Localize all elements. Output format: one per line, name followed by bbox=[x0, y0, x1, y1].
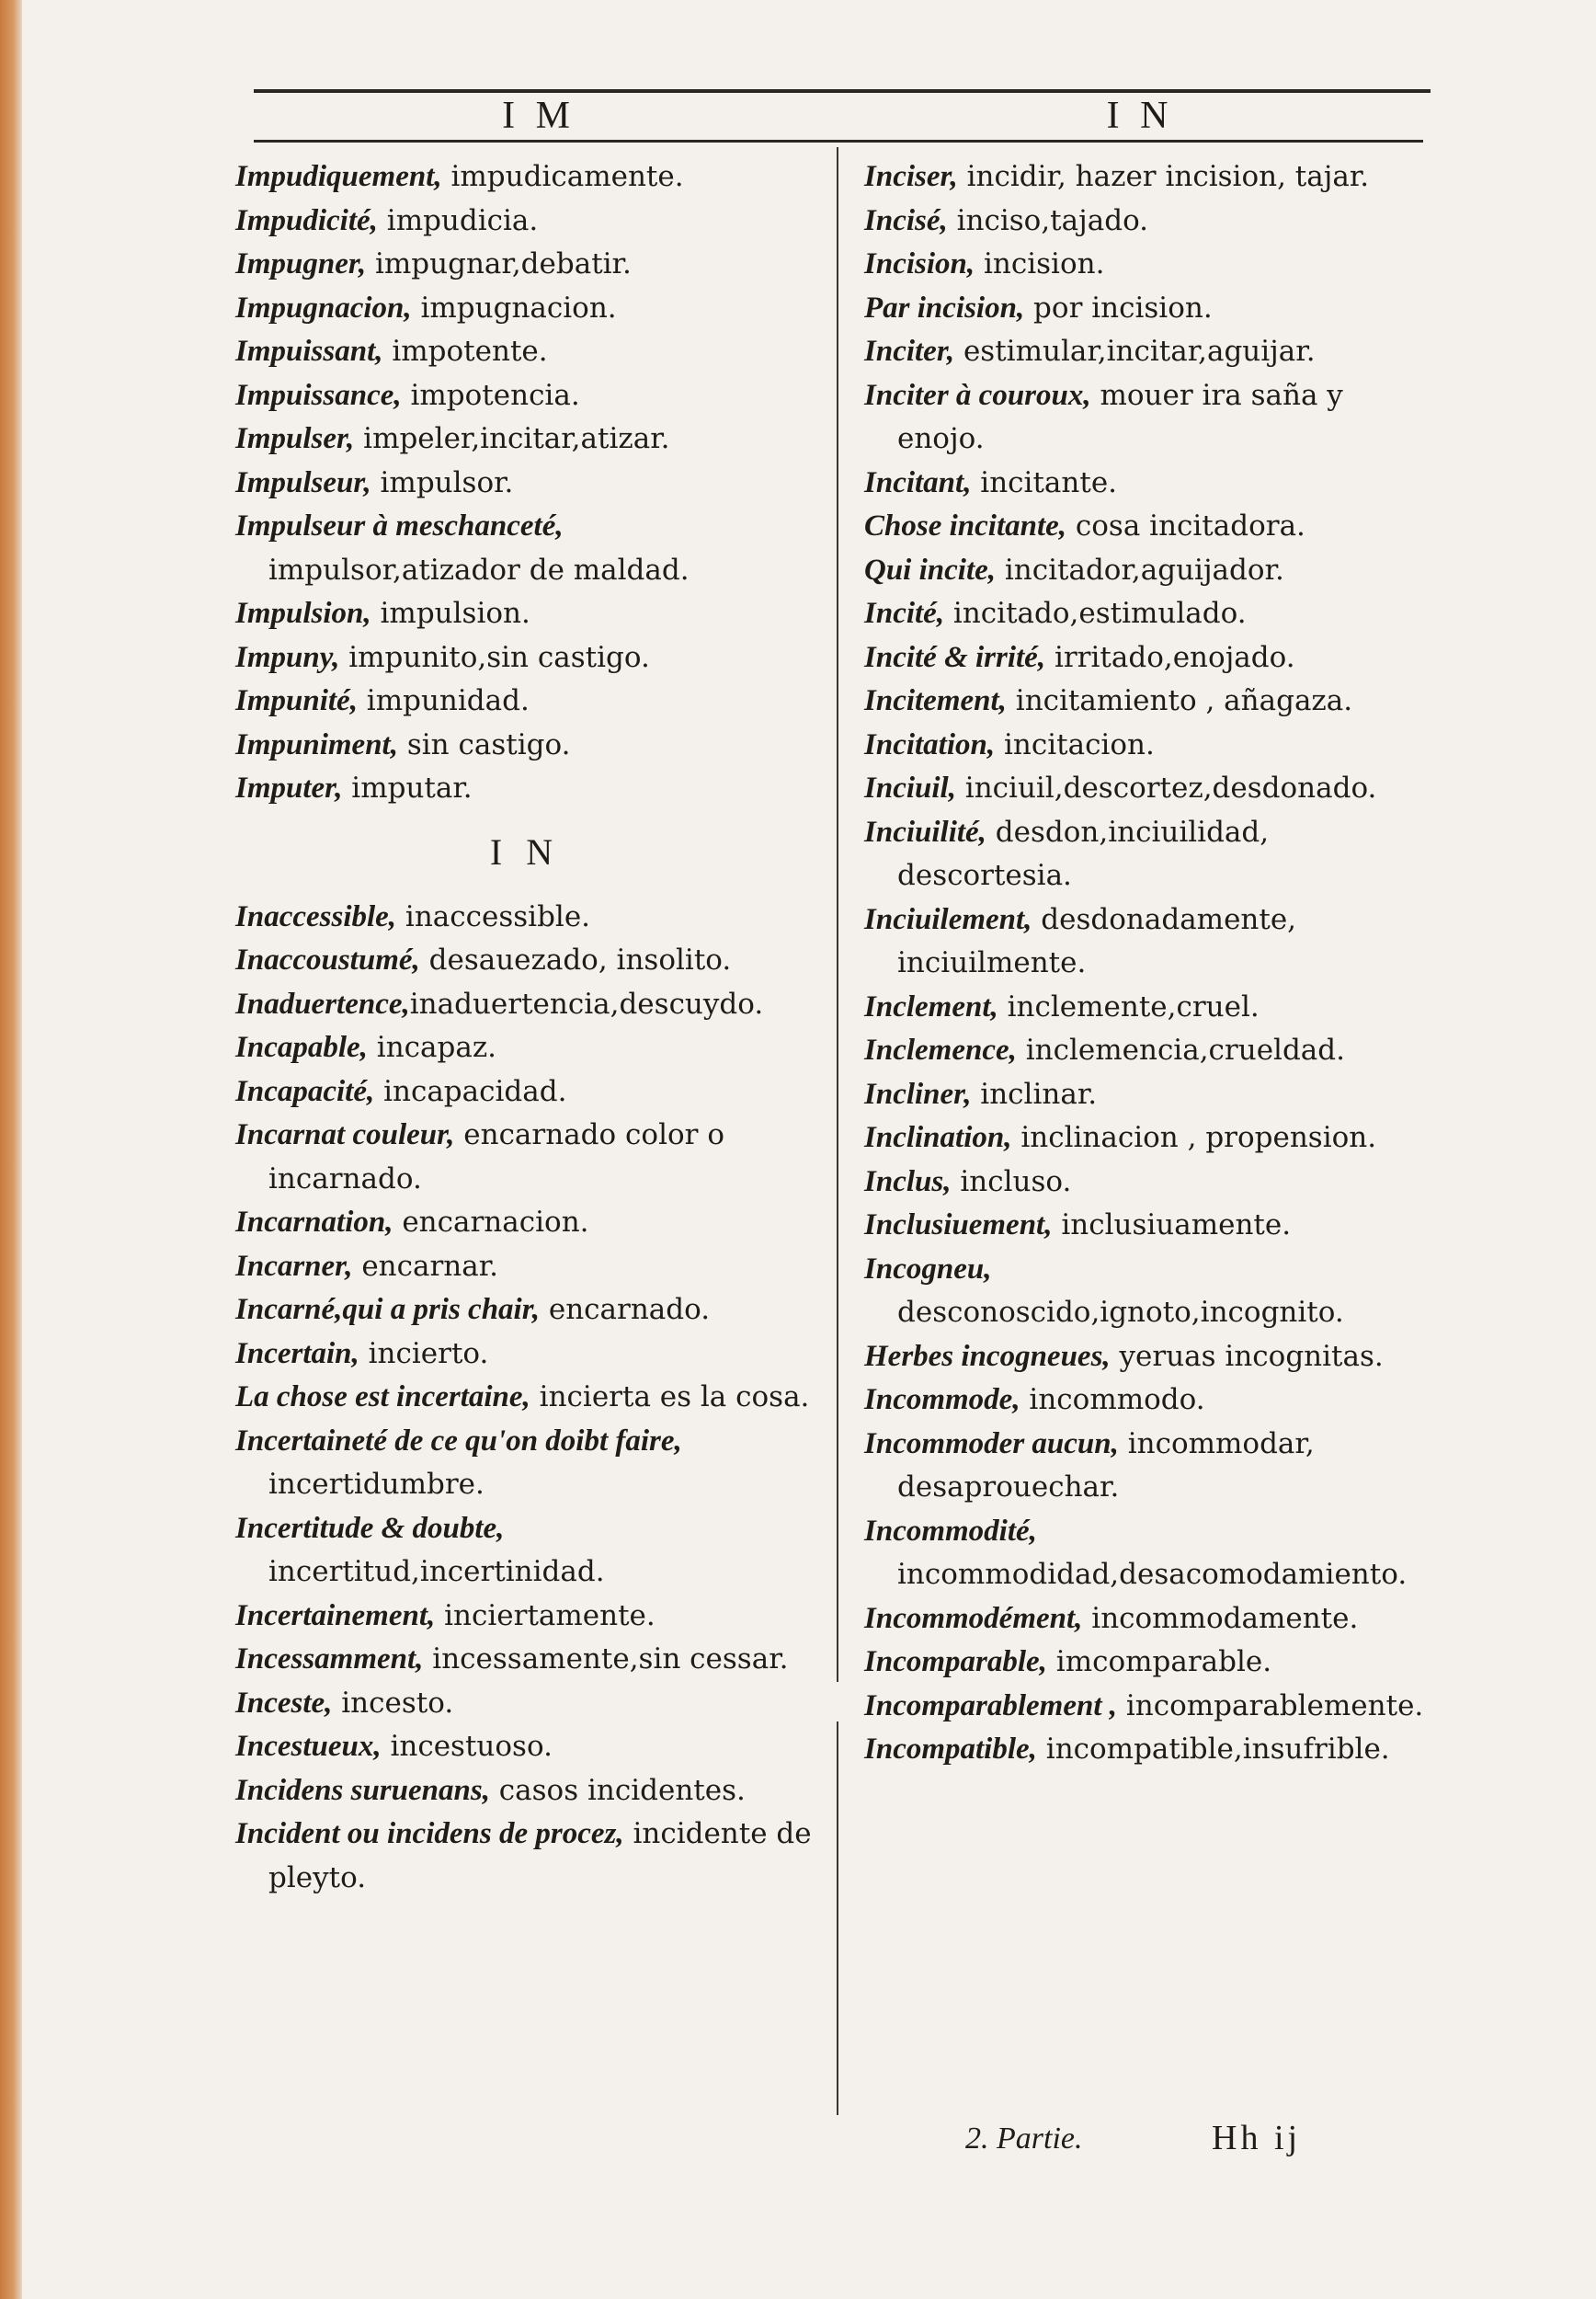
entry-headword: Incapable, bbox=[235, 1031, 368, 1064]
dictionary-entry bbox=[864, 373, 1425, 461]
dictionary-entry bbox=[864, 1160, 1425, 1204]
right-column bbox=[864, 154, 1425, 1771]
entry-headword: Imputer, bbox=[235, 772, 343, 805]
entry-translation: estimular,incitar,aguijar. bbox=[954, 335, 1316, 368]
dictionary-entry bbox=[864, 1378, 1425, 1422]
left-column bbox=[235, 154, 815, 1899]
dictionary-entry bbox=[235, 1812, 815, 1899]
entry-translation: inclinar. bbox=[971, 1077, 1098, 1111]
dictionary-entry bbox=[864, 1509, 1425, 1596]
entry-headword: La chose est incertaine, bbox=[235, 1380, 530, 1413]
entry-translation: inclusiuamente. bbox=[1052, 1208, 1292, 1241]
entry-translation: inaduertencia,descuydo. bbox=[409, 987, 764, 1021]
entry-headword: Incompatible, bbox=[864, 1733, 1037, 1766]
dictionary-entry bbox=[864, 679, 1425, 723]
entry-translation: encarnacion. bbox=[393, 1206, 589, 1239]
entry-headword: Incitant, bbox=[864, 465, 972, 499]
entry-headword: Impugner, bbox=[235, 247, 367, 280]
entry-headword: Inceste, bbox=[235, 1686, 333, 1720]
header-rule-bottom bbox=[254, 140, 1423, 143]
entry-translation: inclemente,cruel. bbox=[998, 989, 1260, 1024]
entry-translation: impugnar,debatir. bbox=[366, 247, 632, 280]
part-label: 2. Partie. bbox=[965, 2122, 1083, 2156]
entry-translation: incidir, hazer incision, tajar. bbox=[957, 160, 1370, 193]
entry-headword: Incestueux, bbox=[235, 1730, 382, 1763]
entry-translation: imcomparable. bbox=[1046, 1645, 1272, 1678]
entry-translation: inclemencia,crueldad. bbox=[1016, 1034, 1345, 1067]
entry-translation: inciertamente. bbox=[435, 1598, 656, 1632]
entry-headword: Incommoder aucun, bbox=[864, 1426, 1119, 1460]
dictionary-entry bbox=[235, 1287, 815, 1332]
entry-translation: incitamiento , añagaza. bbox=[1006, 684, 1353, 717]
entry-translation: mouer ira saña y enojo. bbox=[897, 378, 1343, 455]
entry-translation: incommodar, desaprouechar. bbox=[897, 1426, 1315, 1504]
entry-headword: Inaccoustumé, bbox=[235, 944, 420, 977]
dictionary-entry bbox=[235, 373, 815, 417]
dictionary-entry bbox=[864, 1596, 1425, 1641]
dictionary-entry bbox=[235, 1069, 815, 1114]
entry-translation: incitacion. bbox=[995, 727, 1155, 761]
dictionary-entry bbox=[864, 1115, 1425, 1160]
entry-headword: Inaccessible, bbox=[235, 899, 397, 933]
entry-headword: Incogneu, bbox=[864, 1252, 992, 1286]
entry-translation: impunidad. bbox=[357, 684, 530, 717]
entry-headword: Incommodément, bbox=[864, 1601, 1083, 1635]
dictionary-entry bbox=[235, 938, 815, 982]
entry-translation: desconoscido,ignoto,incognito. bbox=[897, 1296, 1344, 1329]
dictionary-entry bbox=[235, 1506, 815, 1594]
entry-headword: Par incision, bbox=[864, 291, 1025, 325]
dictionary-entry bbox=[235, 1025, 815, 1069]
entry-headword: Inclement, bbox=[864, 989, 998, 1024]
dictionary-entry bbox=[235, 635, 815, 680]
dictionary-entry bbox=[864, 1422, 1425, 1509]
dictionary-entry bbox=[235, 1681, 815, 1725]
entry-headword: Incommode, bbox=[864, 1383, 1020, 1416]
entry-translation: impulsor,atizador de maldad. bbox=[268, 553, 690, 587]
entry-translation: desdonadamente, inciuilmente. bbox=[897, 902, 1297, 979]
entry-translation: incidente de pleyto. bbox=[268, 1817, 812, 1894]
entry-translation: incommodamente. bbox=[1082, 1601, 1359, 1635]
entry-translation: impulsor. bbox=[370, 465, 514, 499]
dictionary-entry bbox=[864, 1072, 1425, 1116]
entry-translation: incertidumbre. bbox=[268, 1468, 484, 1501]
dictionary-entry bbox=[864, 461, 1425, 505]
dictionary-entry bbox=[864, 242, 1425, 286]
entry-translation: inciso,tajado. bbox=[947, 203, 1149, 237]
dictionary-entry bbox=[235, 679, 815, 723]
dictionary-entry bbox=[864, 635, 1425, 680]
entry-headword: Inciter à couroux, bbox=[864, 378, 1091, 412]
entry-translation: incomparablemente. bbox=[1117, 1688, 1424, 1722]
dictionary-entry bbox=[864, 1727, 1425, 1771]
entry-headword: Incertainement, bbox=[235, 1598, 436, 1632]
entry-translation: encarnado. bbox=[540, 1293, 711, 1326]
entry-headword: Impulser, bbox=[235, 422, 355, 455]
dictionary-entry bbox=[235, 1419, 815, 1506]
entry-headword: Incessamment, bbox=[235, 1642, 424, 1676]
dictionary-entry bbox=[864, 154, 1425, 199]
entry-headword: Incarné,qui a pris chair, bbox=[235, 1293, 540, 1326]
dictionary-entry bbox=[864, 591, 1425, 635]
entry-translation: impotente. bbox=[382, 335, 548, 368]
entry-headword: Impulseur, bbox=[235, 465, 371, 499]
entry-headword: Incliner, bbox=[864, 1077, 972, 1111]
entry-headword: Incertitude & doubte, bbox=[235, 1511, 505, 1545]
dictionary-entry bbox=[864, 1684, 1425, 1728]
entry-headword: Incertain, bbox=[235, 1336, 359, 1370]
entry-translation: encarnado color o incarnado. bbox=[268, 1118, 724, 1195]
dictionary-entry bbox=[235, 1332, 815, 1376]
entry-translation: incitador,aguijador. bbox=[996, 553, 1284, 587]
entry-headword: Impudicité, bbox=[235, 203, 378, 237]
entry-headword: Impulsion, bbox=[235, 597, 371, 630]
entry-translation: desauezado, insolito. bbox=[419, 944, 732, 977]
entry-headword: Impugnacion, bbox=[235, 291, 412, 325]
dictionary-entry bbox=[235, 1200, 815, 1244]
running-head-left: I M bbox=[502, 95, 576, 137]
entry-headword: Incomparable, bbox=[864, 1645, 1047, 1678]
entry-headword: Inclusiuement, bbox=[864, 1208, 1053, 1241]
dictionary-entry bbox=[235, 895, 815, 939]
entry-headword: Incapacité, bbox=[235, 1074, 375, 1108]
entry-headword: Inclination, bbox=[864, 1121, 1012, 1154]
dictionary-entry bbox=[864, 898, 1425, 985]
entry-translation: casos incidentes. bbox=[489, 1773, 746, 1807]
entry-translation: imputar. bbox=[342, 772, 473, 805]
right-entries bbox=[864, 154, 1425, 1771]
entry-headword: Herbes incogneues, bbox=[864, 1339, 1111, 1373]
entry-translation: incertitud,incertinidad. bbox=[268, 1555, 605, 1588]
entry-translation: incapaz. bbox=[367, 1031, 497, 1064]
entry-headword: Inciser, bbox=[864, 160, 958, 193]
entry-headword: Incitation, bbox=[864, 727, 996, 761]
entry-headword: Incidens suruenans, bbox=[235, 1773, 490, 1807]
dictionary-entry bbox=[235, 329, 815, 373]
dictionary-entry bbox=[235, 154, 815, 199]
entry-headword: Inclemence, bbox=[864, 1034, 1017, 1067]
dictionary-entry bbox=[235, 591, 815, 635]
dictionary-entry bbox=[235, 504, 815, 591]
dictionary-entry bbox=[864, 504, 1425, 548]
dictionary-entry bbox=[235, 1244, 815, 1288]
running-head-right: I N bbox=[1106, 95, 1174, 137]
section-heading: I N bbox=[489, 830, 561, 873]
entry-translation: impudicia. bbox=[377, 203, 539, 237]
entry-translation: incompatible,insufrible. bbox=[1036, 1733, 1390, 1766]
entry-translation: incommodo. bbox=[1020, 1383, 1205, 1416]
dictionary-entry bbox=[864, 1247, 1425, 1334]
dictionary-entry bbox=[235, 199, 815, 243]
entry-headword: Impuniment, bbox=[235, 727, 398, 761]
entry-headword: Inclus, bbox=[864, 1164, 952, 1198]
entry-translation: incestuoso. bbox=[381, 1730, 553, 1763]
entry-headword: Impulseur à meschanceté, bbox=[235, 509, 564, 543]
column-divider bbox=[837, 147, 838, 2115]
dictionary-entry bbox=[235, 723, 815, 767]
entry-headword: Incisé, bbox=[864, 203, 948, 237]
dictionary-entry bbox=[864, 985, 1425, 1029]
entry-headword: Impuny, bbox=[235, 640, 340, 674]
dictionary-entry bbox=[235, 1375, 815, 1419]
entry-headword: Inciuilité, bbox=[864, 815, 986, 849]
entry-headword: Incommodité, bbox=[864, 1514, 1037, 1548]
entry-translation: incierto. bbox=[359, 1336, 489, 1370]
dictionary-entry bbox=[235, 766, 815, 810]
entry-headword: Incertaineté de ce qu'on doibt faire, bbox=[235, 1424, 682, 1458]
dictionary-entry bbox=[235, 461, 815, 505]
entry-translation: incluso. bbox=[951, 1164, 1072, 1198]
entry-translation: incierta es la cosa. bbox=[530, 1380, 810, 1413]
entry-translation: incapacidad. bbox=[374, 1074, 567, 1108]
dictionary-entry bbox=[235, 242, 815, 286]
entry-translation: incommodidad,desacomodamiento. bbox=[897, 1558, 1408, 1591]
signature-mark: Hh ij bbox=[1212, 2119, 1302, 2157]
dictionary-entry bbox=[864, 329, 1425, 373]
entry-translation: sin castigo. bbox=[397, 727, 571, 761]
entry-headword: Incomparablement , bbox=[864, 1688, 1118, 1722]
dictionary-entry bbox=[235, 1637, 815, 1681]
entry-headword: Inciuil, bbox=[864, 772, 956, 805]
entry-translation: inciuil,descortez,desdonado. bbox=[955, 772, 1377, 805]
dictionary-entry bbox=[235, 1768, 815, 1813]
dictionary-entry bbox=[864, 1640, 1425, 1684]
page-gutter-shadow bbox=[0, 0, 22, 2299]
entry-headword: Qui incite, bbox=[864, 553, 997, 587]
entry-translation: desdon,inciuilidad, descortesia. bbox=[897, 815, 1270, 892]
entry-translation: incessamente,sin cessar. bbox=[423, 1642, 789, 1676]
entry-translation: incitado,estimulado. bbox=[944, 597, 1247, 630]
entry-headword: Impunité, bbox=[235, 684, 358, 717]
dictionary-entry bbox=[235, 286, 815, 330]
dictionary-entry bbox=[864, 548, 1425, 592]
entry-translation: incesto. bbox=[332, 1686, 454, 1720]
dictionary-entry bbox=[235, 417, 815, 461]
dictionary-entry bbox=[864, 810, 1425, 898]
entry-headword: Incité & irrité, bbox=[864, 640, 1046, 674]
dictionary-entry bbox=[864, 1334, 1425, 1378]
entry-headword: Impuissant, bbox=[235, 335, 383, 368]
entry-headword: Impudiquement, bbox=[235, 160, 442, 193]
entry-translation: impugnacion. bbox=[411, 291, 617, 325]
left-entries-im bbox=[235, 154, 815, 810]
entry-headword: Incité, bbox=[864, 597, 945, 630]
entry-headword: Inciter, bbox=[864, 335, 955, 368]
entry-headword: Incarnation, bbox=[235, 1206, 393, 1239]
dictionary-entry bbox=[864, 766, 1425, 810]
dictionary-entry bbox=[864, 723, 1425, 767]
entry-headword: Incarnat couleur, bbox=[235, 1118, 455, 1151]
entry-translation: inclinacion , propension. bbox=[1011, 1121, 1377, 1154]
dictionary-entry bbox=[235, 982, 815, 1026]
entry-headword: Incident ou incidens de procez, bbox=[235, 1817, 624, 1850]
left-entries-in bbox=[235, 895, 815, 1900]
entry-translation: impunito,sin castigo. bbox=[339, 640, 650, 674]
dictionary-entry bbox=[235, 1724, 815, 1768]
entry-headword: Incision, bbox=[864, 247, 975, 280]
entry-translation: impulsion. bbox=[370, 597, 530, 630]
dictionary-entry bbox=[235, 1113, 815, 1200]
entry-translation: incision. bbox=[975, 247, 1105, 280]
entry-translation: por incision. bbox=[1024, 291, 1213, 325]
entry-headword: Incitement, bbox=[864, 684, 1007, 717]
dictionary-entry bbox=[235, 1594, 815, 1638]
entry-translation: encarnar. bbox=[352, 1249, 499, 1283]
entry-headword: Inciuilement, bbox=[864, 902, 1032, 936]
dictionary-entry bbox=[864, 286, 1425, 330]
dictionary-entry bbox=[864, 1028, 1425, 1072]
entry-translation: impeler,incitar,atizar. bbox=[354, 422, 670, 455]
entry-translation: yeruas incognitas. bbox=[1110, 1339, 1384, 1373]
entry-headword: Impuissance, bbox=[235, 378, 402, 412]
entry-translation: cosa incitadora. bbox=[1066, 509, 1305, 543]
entry-translation: incitante. bbox=[971, 465, 1118, 499]
page-footer bbox=[965, 2117, 1351, 2159]
entry-translation: inaccessible. bbox=[396, 899, 591, 933]
entry-translation: impudicamente. bbox=[441, 160, 684, 193]
entry-headword: Inaduertence, bbox=[235, 987, 410, 1021]
dictionary-entry bbox=[864, 1203, 1425, 1247]
entry-headword: Incarner, bbox=[235, 1249, 353, 1283]
entry-translation: irritado,enojado. bbox=[1045, 640, 1295, 674]
entry-headword: Chose incitante, bbox=[864, 509, 1067, 543]
dictionary-entry bbox=[864, 199, 1425, 243]
entry-translation: impotencia. bbox=[401, 378, 580, 412]
